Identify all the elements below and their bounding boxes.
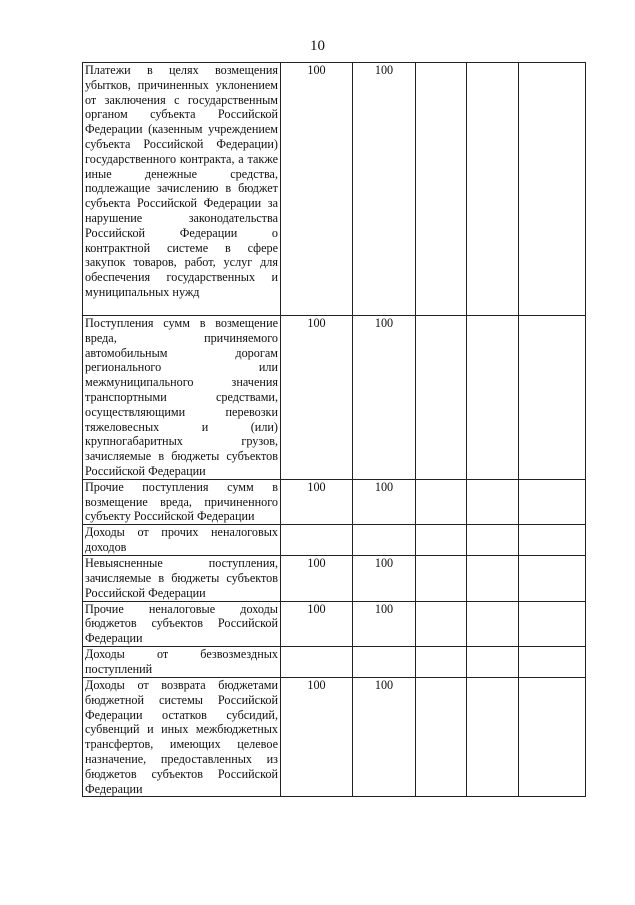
cell-value-4 [467,646,519,677]
row-name: Прочие поступления сумм в возмещение вреда, причиненного субъекту Российской Федерации [83,479,281,524]
cell-value-3 [416,316,467,480]
cell-value-2: 100 [353,601,416,646]
row-name: Поступления сумм в возмещение вреда, причиняемого автомобильным дорогам регионального или межмуниципального значения транспортными средствами, осуществляющими перевозки тяжеловесных и (или) крупногабаритных грузов, зачисляемые в бюджеты субъектов Российской Федерации [83,316,281,480]
cell-value-4 [467,63,519,316]
row-name: Невыясненные поступления, зачисляемые в бюджеты субъектов Российской Федерации [83,556,281,601]
table-row [83,556,586,601]
cell-value-3 [416,525,467,556]
cell-value-2 [353,646,416,677]
cell-value-3 [416,677,467,796]
table-row [83,646,586,677]
table-row [83,525,586,556]
page-number: 10 [310,38,325,54]
table-row [83,479,586,524]
table-row [83,63,586,316]
cell-value-5 [519,677,586,796]
cell-value-1 [281,525,353,556]
cell-value-4 [467,601,519,646]
cell-value-1: 100 [281,556,353,601]
cell-value-5 [519,646,586,677]
cell-value-5 [519,601,586,646]
cell-value-1 [281,646,353,677]
row-name: Прочие неналоговые доходы бюджетов субъектов Российской Федерации [83,601,281,646]
revenue-table [82,62,586,797]
row-name: Доходы от безвозмездных поступлений [83,646,281,677]
row-name: Платежи в целях возмещения убытков, причиненных уклонением от заключения с государственным органом субъекта Российской Федерации (казенным учреждением субъекта Российской Федерации) государственного контракта, а также иные денежные средства, подлежащие зачислению в бюджет субъекта Российской Федерации за нарушение законодательства Российской Федерации о контрактной системе в сфере закупок товаров, работ, услуг для обеспечения государственных и муниципальных нужд [83,63,281,316]
cell-value-1: 100 [281,479,353,524]
cell-value-4 [467,479,519,524]
cell-value-1: 100 [281,601,353,646]
cell-value-2: 100 [353,316,416,480]
cell-value-2: 100 [353,63,416,316]
cell-value-3 [416,479,467,524]
cell-value-5 [519,556,586,601]
cell-value-4 [467,316,519,480]
table-row [83,601,586,646]
cell-value-4 [467,556,519,601]
cell-value-3 [416,601,467,646]
cell-value-2 [353,525,416,556]
row-name: Доходы от прочих неналоговых доходов [83,525,281,556]
cell-value-5 [519,479,586,524]
cell-value-2: 100 [353,556,416,601]
cell-value-2: 100 [353,677,416,796]
table-row [83,677,586,796]
row-name: Доходы от возврата бюджетами бюджетной системы Российской Федерации остатков субсидий, субвенций и иных межбюджетных трансфертов, имеющих целевое назначение, предоставленных из бюджетов субъектов Российской Федерации [83,677,281,796]
cell-value-4 [467,677,519,796]
cell-value-5 [519,63,586,316]
table-row [83,316,586,480]
cell-value-1: 100 [281,677,353,796]
cell-value-2: 100 [353,479,416,524]
cell-value-3 [416,63,467,316]
cell-value-4 [467,525,519,556]
cell-value-3 [416,556,467,601]
cell-value-3 [416,646,467,677]
cell-value-5 [519,525,586,556]
cell-value-1: 100 [281,316,353,480]
cell-value-5 [519,316,586,480]
cell-value-1: 100 [281,63,353,316]
